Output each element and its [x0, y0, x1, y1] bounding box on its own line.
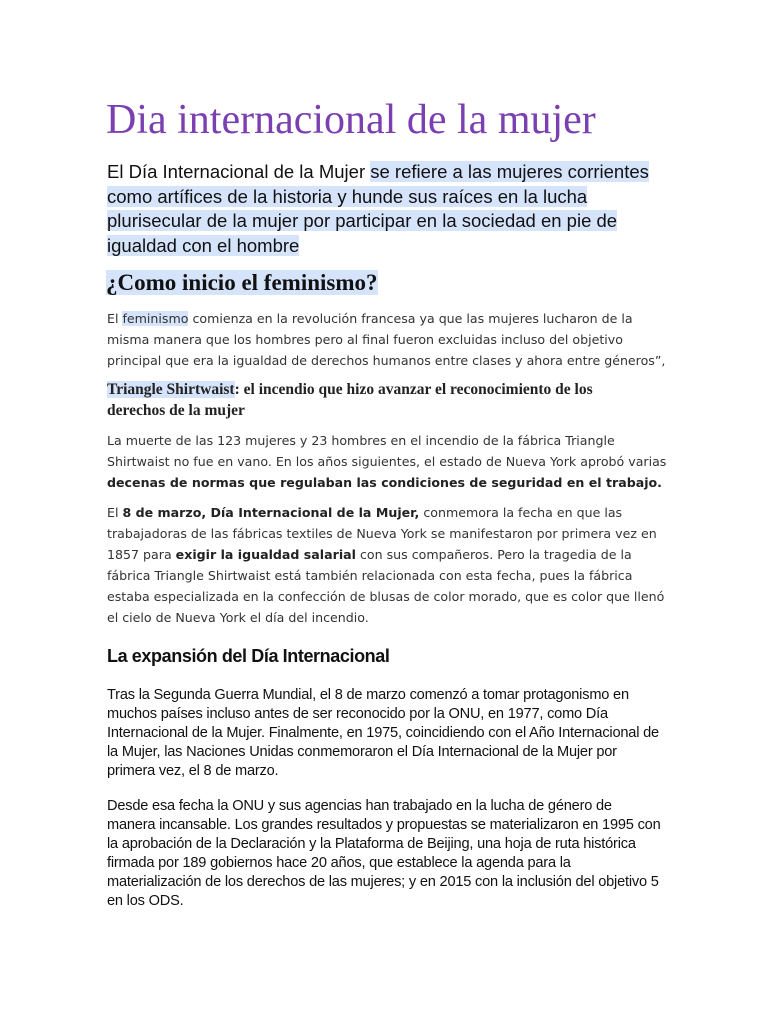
march-8-start: El: [107, 505, 123, 520]
intro-text: El Día Internacional de la Mujer: [107, 161, 371, 182]
fire-paragraph: [107, 430, 667, 493]
intro-paragraph: [107, 160, 667, 258]
feminism-paragraph-rest: comienza en la revolución francesa ya que las mujeres lucharon de la misma manera que los hombres pero al final fueron excluidas incluso del objetivo principal que era la igualdad de derechos humanos entre clases y ahora entre géneros”,: [107, 311, 666, 368]
fire-paragraph-text: La muerte de las 123 mujeres y 23 hombres en el incendio de la fábrica Triangle Shirtwaist no fue en vano. En los años siguientes, el estado de Nueva York aprobó varias: [107, 433, 667, 469]
triangle-shirtwaist-heading-rest: : el incendio que hizo avanzar el reconocimiento de los derechos de la mujer: [107, 381, 593, 419]
feminism-paragraph: [107, 308, 667, 371]
triangle-shirtwaist-heading: [107, 379, 647, 421]
march-8-mid: conmemora la fecha en que las trabajadoras de las fábricas textiles de Nueva York se manifestaron por primera vez en 1857 para: [107, 505, 657, 562]
feminism-heading: [106, 267, 378, 299]
fire-paragraph-bold: decenas de normas que regulaban las condiciones de seguridad en el trabajo.: [107, 475, 662, 490]
march-8-bold-date: 8 de marzo, Día Internacional de la Mujer,: [122, 505, 420, 520]
expansion-paragraph-1: Tras la Segunda Guerra Mundial, el 8 de marzo comenzó a tomar protagonismo en muchos países incluso antes de ser reconocido por la ONU, en 1977, como Día Internacional de la Mujer. Finalmente, en 1975, coincidiendo con el Año Internacional de la Mujer, las Naciones Unidas conmemoraron el Día Internacional de la Mujer por primera vez, el 8 de marzo.: [107, 687, 659, 779]
intro-highlighted-text: se refiere a las mujeres corrientes como artífices de la historia y hunde sus raíces en la lucha plurisecular de la mujer por participar en la sociedad en pie de igualdad con el hombre: [107, 161, 649, 256]
triangle-shirtwaist-highlight: Triangle Shirtwaist: [107, 381, 235, 398]
march-8-bold-equality: exigir la igualdad salarial: [175, 547, 356, 562]
march-8-end: con sus compañeros. Pero la tragedia de la fábrica Triangle Shirtwaist está también relacionada con esta fecha, pues la fábrica estaba especializada en la confección de blusas de color morado, que es color que llenó el cielo de Nueva York el día del incendio.: [107, 547, 665, 625]
expansion-heading: La expansión del Día Internacional: [107, 646, 390, 666]
page-title: Dia internacional de la mujer: [106, 97, 596, 143]
expansion-paragraph-2: Desde esa fecha la ONU y sus agencias han trabajado en la lucha de género de manera incansable. Los grandes resultados y propuestas se materializaron en 1995 con la aprobación de la Declaración y la Plataforma de Beijing, una hoja de ruta histórica firmada por 189 gobiernos hace 20 años, que establece la agenda para la materialización de los derechos de las mujeres; y en 2015 con la inclusión del objetivo 5 en los ODS.: [107, 798, 661, 909]
feminism-paragraph-start: El: [107, 311, 123, 326]
feminism-heading-text: ¿Como inicio el feminismo?: [106, 270, 378, 295]
march-8-paragraph: [107, 502, 667, 628]
feminism-highlighted-word: feminismo: [122, 311, 189, 326]
